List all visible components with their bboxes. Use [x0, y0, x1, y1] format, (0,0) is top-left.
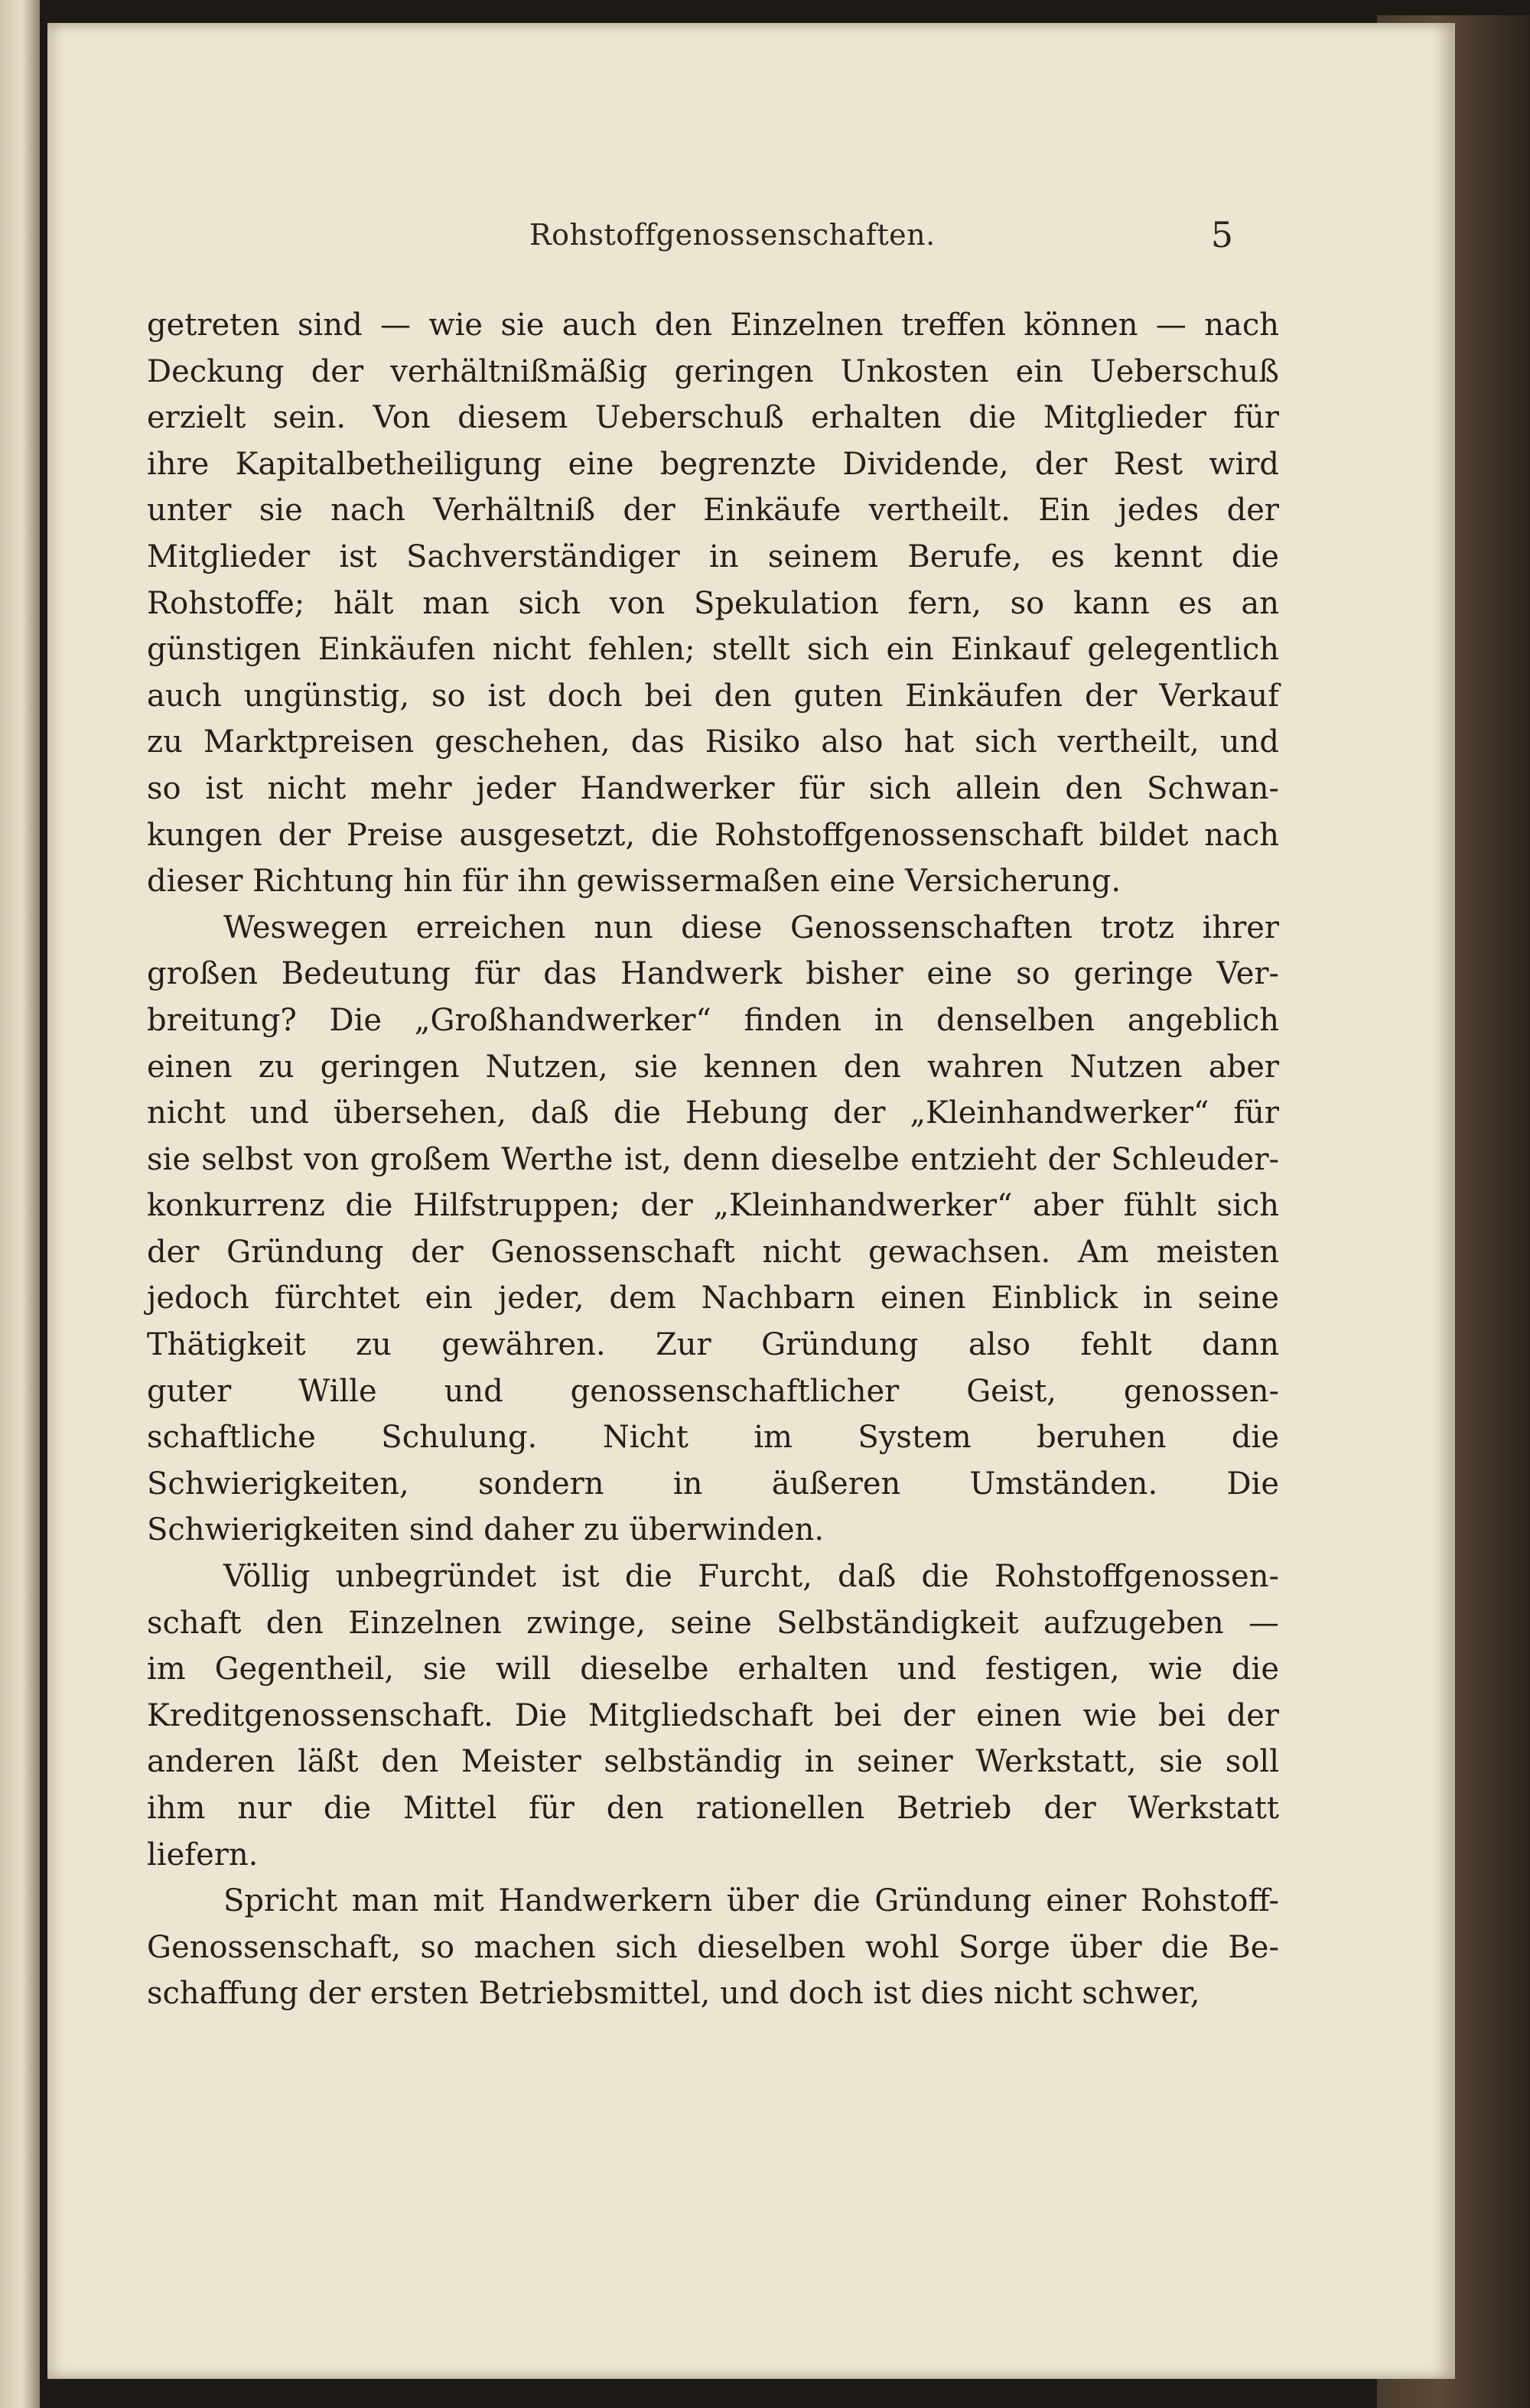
text-line: Kreditgenossenschaft. Die Mitgliedschaft bei der einen wie bei der — [147, 1697, 1279, 1733]
text-line: Deckung der verhältnißmäßig geringen Unkosten ein Ueberschuß — [147, 353, 1279, 389]
text-line: ihre Kapitalbetheiligung eine begrenzte Dividende, der Rest wird — [147, 446, 1279, 482]
running-head: Rohstoffgenossenschaften. — [529, 218, 936, 252]
text-line: günstigen Einkäufen nicht fehlen; stellt sich ein Einkauf gelegentlich — [147, 632, 1279, 668]
book-page — [47, 23, 1455, 2379]
text-line: schaft den Einzelnen zwinge, seine Selbständigkeit aufzugeben — — [147, 1605, 1279, 1641]
text-line: Mitglieder ist Sachverständiger in seinem Berufe, es kennt die — [147, 539, 1279, 574]
page-number: 5 — [1210, 214, 1233, 255]
text-line: getreten sind — wie sie auch den Einzelnen treffen können — nach — [147, 308, 1279, 343]
text-line: kungen der Preise ausgesetzt, die Rohstoffgenossenschaft bildet nach — [147, 817, 1279, 853]
text-line: Rohstoffe; hält man sich von Spekulation fern, so kann es an — [147, 585, 1279, 621]
text-line: jedoch fürchtet ein jeder, dem Nachbarn einen Einblick in seine — [147, 1280, 1279, 1316]
text-line: erzielt sein. Von diesem Ueberschuß erhalten die Mitglieder für — [147, 400, 1279, 436]
text-line: dieser Richtung hin für ihn gewissermaßen eine Versicherung. — [147, 864, 1121, 900]
text-line: einen zu geringen Nutzen, sie kennen den wahren Nutzen aber — [147, 1049, 1279, 1085]
text-line: Spricht man mit Handwerkern über die Gründung einer Rohstoff- — [223, 1883, 1279, 1919]
text-line: großen Bedeutung für das Handwerk bisher eine so geringe Ver- — [147, 956, 1279, 992]
book-gutter — [0, 0, 40, 2408]
text-line: ihm nur die Mittel für den rationellen Betrieb der Werkstatt — [147, 1791, 1279, 1826]
text-line: konkurrenz die Hilfstruppen; der „Kleinhandwerker“ aber fühlt sich — [147, 1188, 1279, 1224]
text-line: liefern. — [147, 1837, 259, 1873]
text-line: im Gegentheil, sie will dieselbe erhalten und festigen, wie die — [147, 1651, 1279, 1687]
text-line: auch ungünstig, so ist doch bei den guten Einkäufen der Verkauf — [147, 678, 1279, 714]
text-line: guter Wille und genossenschaftlicher Geist, genossen- — [147, 1373, 1279, 1409]
text-line: unter sie nach Verhältniß der Einkäufe vertheilt. Ein jedes der — [147, 493, 1279, 529]
text-line: nicht und übersehen, daß die Hebung der „Kleinhandwerker“ für — [147, 1095, 1279, 1131]
text-line: zu Marktpreisen geschehen, das Risiko also hat sich vertheilt, und — [147, 724, 1279, 760]
text-line: Thätigkeit zu gewähren. Zur Gründung also fehlt dann — [147, 1327, 1279, 1363]
text-line: Weswegen erreichen nun diese Genossenschaften trotz ihrer — [223, 910, 1279, 945]
text-line: Schwierigkeiten, sondern in äußeren Umständen. Die — [147, 1466, 1279, 1502]
text-line: Völlig unbegründet ist die Furcht, daß die Rohstoffgenossen- — [223, 1559, 1279, 1595]
text-line: Genossenschaft, so machen sich dieselben wohl Sorge über die Be- — [147, 1929, 1279, 1965]
text-line: breitung? Die „Großhandwerker“ finden in denselben angeblich — [147, 1002, 1279, 1038]
text-line: Schwierigkeiten sind daher zu überwinden. — [147, 1512, 825, 1548]
body-text — [147, 302, 1279, 2017]
text-line: sie selbst von großem Werthe ist, denn dieselbe entzieht der Schleuder- — [147, 1141, 1279, 1177]
text-line: schaffung der ersten Betriebsmittel, und doch ist dies nicht schwer, — [147, 1976, 1200, 2012]
text-line: der Gründung der Genossenschaft nicht gewachsen. Am meisten — [147, 1234, 1279, 1270]
paragraph — [147, 302, 1279, 905]
paragraph — [147, 905, 1279, 1554]
text-line: schaftliche Schulung. Nicht im System beruhen die — [147, 1420, 1279, 1456]
text-line: anderen läßt den Meister selbständig in seiner Werkstatt, sie soll — [147, 1744, 1279, 1780]
paragraph — [147, 1554, 1279, 1878]
paragraph — [147, 1878, 1279, 2017]
text-line: so ist nicht mehr jeder Handwerker für sich allein den Schwan- — [147, 770, 1279, 806]
